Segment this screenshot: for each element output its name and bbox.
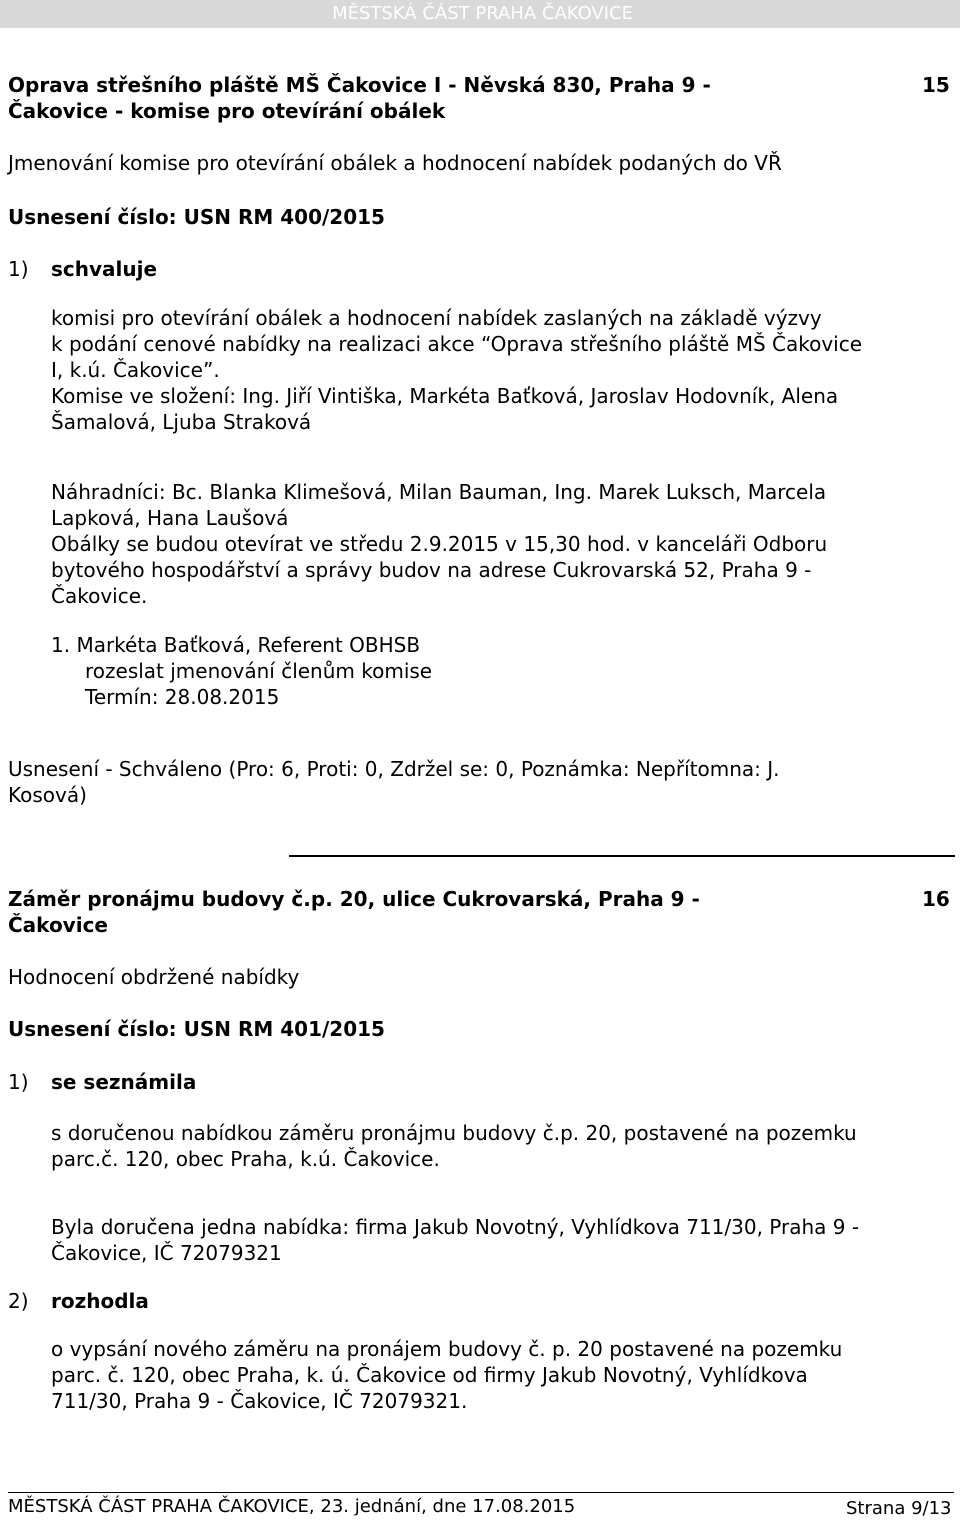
item16-point2-number: 2) bbox=[8, 1289, 29, 1313]
item15-envelopes-line: bytového hospodářství a správy budov na adrese Cukrovarská 52, Praha 9 - bbox=[51, 558, 812, 582]
item16-point1-line: parc.č. 120, obec Praha, k.ú. Čakovice. bbox=[51, 1147, 440, 1171]
item15-committee-line: Šamalová, Ljuba Straková bbox=[51, 410, 312, 434]
item16-resolution: Usnesení číslo: USN RM 401/2015 bbox=[8, 1017, 385, 1041]
item15-vote-result: Kosová) bbox=[8, 783, 87, 807]
item16-point2-line: 711/30, Praha 9 - Čakovice, IČ 72079321. bbox=[51, 1389, 468, 1413]
item15-task-deadline: Termín: 28.08.2015 bbox=[85, 685, 280, 709]
item15-committee-line: Komise ve složení: Ing. Jiří Vintiška, Markéta Baťková, Jaroslav Hodovník, Alena bbox=[51, 384, 839, 408]
item16-point2-verb: rozhodla bbox=[51, 1289, 149, 1313]
item15-subtitle: Jmenování komise pro otevírání obálek a hodnocení nabídek podaných do VŘ bbox=[8, 151, 782, 175]
item15-title-line1: Oprava střešního pláště MŠ Čakovice I - Něvská 830, Praha 9 - bbox=[8, 73, 711, 97]
item16-subtitle: Hodnocení obdržené nabídky bbox=[8, 965, 300, 989]
item15-envelopes-line: Čakovice. bbox=[51, 584, 148, 608]
item16-point1-line: s doručenou nabídkou záměru pronájmu budovy č.p. 20, postavené na pozemku bbox=[51, 1121, 857, 1145]
item15-task-assignee: 1. Markéta Baťková, Referent OBHSB bbox=[51, 633, 421, 657]
item16-offer-line: Čakovice, IČ 72079321 bbox=[51, 1241, 282, 1265]
item16-offer-line: Byla doručena jedna nabídka: firma Jakub Novotný, Vyhlídkova 711/30, Praha 9 - bbox=[51, 1215, 860, 1239]
item16-number: 16 bbox=[922, 887, 950, 911]
page-header bbox=[0, 0, 960, 28]
item15-substitutes-line: Lapková, Hana Laušová bbox=[51, 506, 289, 530]
footer-rule bbox=[8, 1492, 954, 1493]
item15-point1-verb: schvaluje bbox=[51, 257, 158, 281]
item15-body-line: I, k.ú. Čakovice”. bbox=[51, 358, 220, 382]
item16-point2-line: parc. č. 120, obec Praha, k. ú. Čakovice od firmy Jakub Novotný, Vyhlídkova bbox=[51, 1363, 808, 1387]
item15-title-line2: Čakovice - komise pro otevírání obálek bbox=[8, 99, 446, 123]
item15-task-description: rozeslat jmenování členům komise bbox=[85, 659, 433, 683]
item15-vote-result: Usnesení - Schváleno (Pro: 6, Proti: 0, Zdržel se: 0, Poznámka: Nepřítomna: J. bbox=[8, 757, 780, 781]
item15-point1-number: 1) bbox=[8, 257, 29, 281]
item15-body-line: k podání cenové nabídky na realizaci akce “Oprava střešního pláště MŠ Čakovice bbox=[51, 332, 863, 356]
item16-title-line1: Záměr pronájmu budovy č.p. 20, ulice Cukrovarská, Praha 9 - bbox=[8, 887, 700, 911]
section-separator bbox=[289, 855, 955, 857]
item16-title-line2: Čakovice bbox=[8, 913, 108, 937]
footer-page-number: Strana 9/13 bbox=[846, 1498, 952, 1519]
item15-number: 15 bbox=[922, 73, 950, 97]
item15-body-line: komisi pro otevírání obálek a hodnocení nabídek zaslaných na základě výzvy bbox=[51, 306, 822, 330]
item16-point1-verb: se seznámila bbox=[51, 1070, 197, 1094]
item15-resolution: Usnesení číslo: USN RM 400/2015 bbox=[8, 205, 385, 229]
page-header-title: MĚSTSKÁ ČÁST PRAHA ČAKOVICE bbox=[332, 3, 633, 24]
item15-substitutes-line: Náhradníci: Bc. Blanka Klimešová, Milan Bauman, Ing. Marek Luksch, Marcela bbox=[51, 480, 827, 504]
item15-envelopes-line: Obálky se budou otevírat ve středu 2.9.2015 v 15,30 hod. v kanceláři Odboru bbox=[51, 532, 828, 556]
item16-point2-line: o vypsání nového záměru na pronájem budovy č. p. 20 postavené na pozemku bbox=[51, 1337, 843, 1361]
item16-point1-number: 1) bbox=[8, 1070, 29, 1094]
footer-meeting-info: MĚSTSKÁ ČÁST PRAHA ČAKOVICE, 23. jednání, dne 17.08.2015 bbox=[8, 1496, 576, 1517]
